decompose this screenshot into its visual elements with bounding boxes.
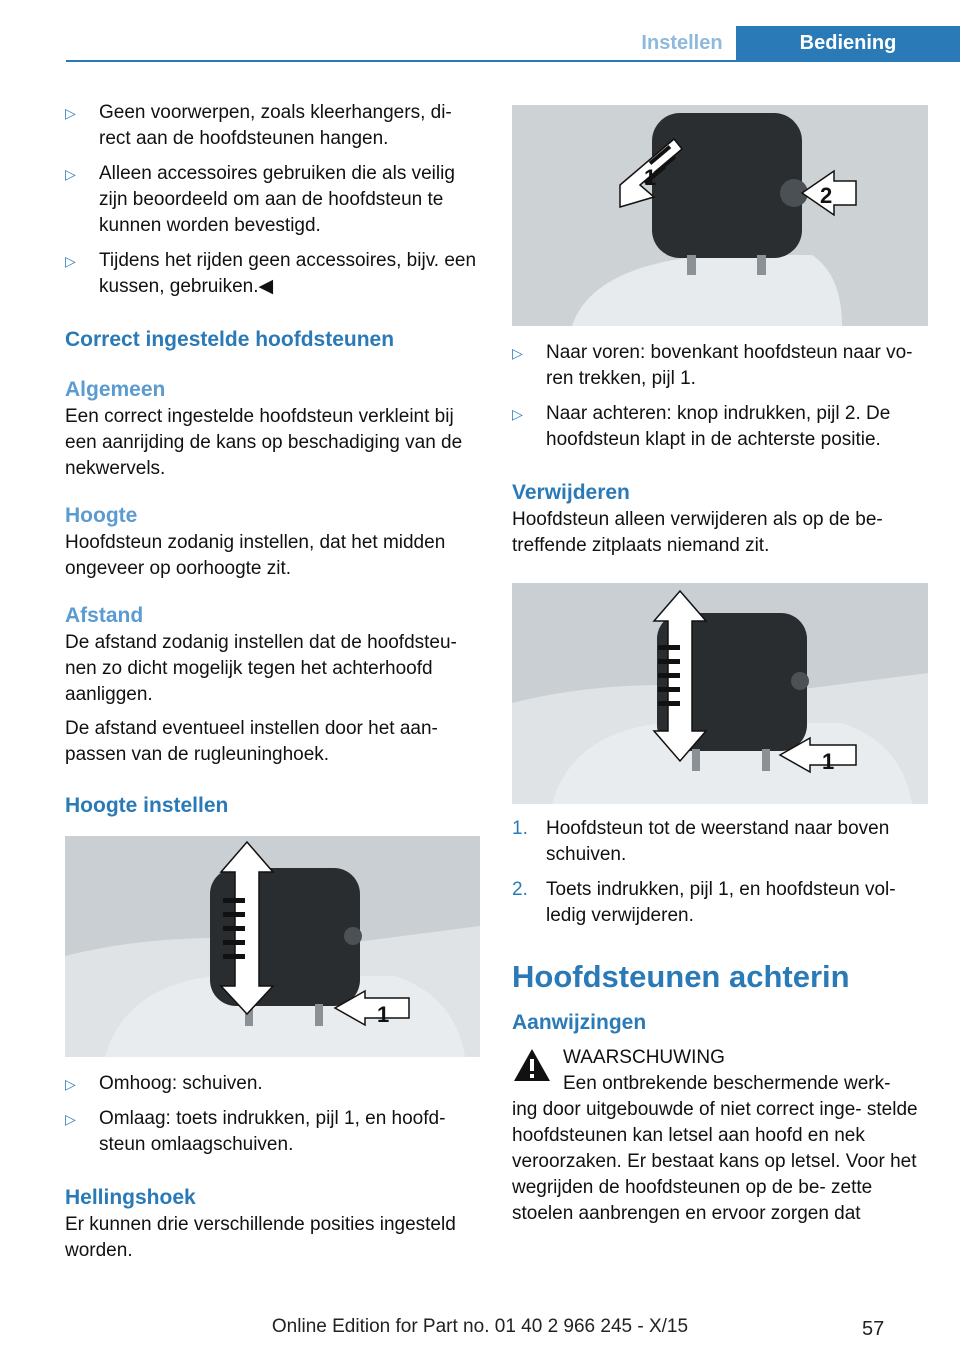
headrest-height-illustration [65,836,480,1057]
warning-text: ing door uitgebouwde of niet correct inge‐ stelde hoofdsteunen kan letsel aan hoofd en nek veroorzaken. Er bestaat kans op letsel. Voor het wegrijden de hoofdsteunen op de be‐ zette stoelen aanbrengen en ervoor zorgen dat [512,1099,918,1224]
paragraph-verwijderen: Hoofdsteun alleen verwijderen als op de be‐ treffende zitplaats niemand zit. [512,509,883,556]
list-item: 2. Toets indrukken, pijl 1, en hoofdsteun vol‐ ledig verwijderen. [512,879,896,926]
warning-box [512,1045,928,1227]
triangle-bullet-icon: ▷ [65,1111,76,1127]
triangle-bullet-icon: ▷ [512,345,523,361]
left-column [65,100,480,1264]
headrest-remove-illustration [512,583,928,804]
headrest-tilt-illustration [512,105,928,326]
header-rule [66,60,960,62]
triangle-bullet-icon: ▷ [65,105,76,121]
page-header [66,26,960,62]
triangle-bullet-icon: ▷ [512,406,523,422]
list-item: ▷ Alleen accessoires gebruiken die als veilig zijn beoordeeld om aan de hoofdsteun te kunnen worden bevestigd. [65,163,455,236]
list-item: ▷ Geen voorwerpen, zoals kleerhangers, di‐ rect aan de hoofdsteunen hangen. [65,102,452,149]
paragraph-afstand-2: De afstand eventueel instellen door het aan‐ passen van de rugleuninghoek. [65,718,438,765]
page-number: 57 [862,1318,885,1340]
heading-hoogte: Hoogte [65,504,138,527]
list-item: ▷ Omlaag: toets indrukken, pijl 1, en hoofd‐ steun omlaagschuiven. [65,1108,446,1155]
list-item: ▷ Tijdens het rijden geen accessoires, bijv. een kussen, gebruiken.◀ [65,250,477,297]
list-item: ▷ Naar voren: bovenkant hoofdsteun naar vo‐ ren trekken, pijl 1. [512,342,913,389]
heading-algemeen: Algemeen [65,378,166,401]
warning-title: WAARSCHUWING [563,1047,725,1068]
heading-hellingshoek: Hellingshoek [65,1186,196,1209]
figure-label: 1 [377,1002,390,1027]
header-tab-instellen[interactable]: Instellen [641,32,723,54]
heading-achterin: Hoofdsteunen achterin [512,959,850,994]
triangle-bullet-icon: ▷ [65,253,76,269]
figure-label: 1 [644,165,657,190]
figure-tilt-adjust [512,105,928,326]
list-item: 1. Hoofdsteun tot de weerstand naar boven schuiven. [512,818,890,865]
paragraph-algemeen: Een correct ingestelde hoofdsteun verkleint bij een aanrijding de kans op beschadiging van de nekwervels. [65,406,463,479]
list-item: ▷ Naar achteren: knop indrukken, pijl 2. De hoofdsteun klapt in de achterste positie. [512,403,891,450]
footer-edition: Online Edition for Part no. 01 40 2 966 245 - X/15 [271,1316,689,1337]
triangle-bullet-icon: ▷ [65,1076,76,1092]
heading-verwijderen: Verwijderen [512,481,630,504]
figure-label: 2 [820,183,833,208]
paragraph-hoogte: Hoofdsteun zodanig instellen, dat het midden ongeveer op oorhoogte zit. [65,532,446,579]
heading-afstand: Afstand [65,604,144,627]
heading-hoogte-instellen: Hoogte instellen [65,794,229,817]
paragraph-hellingshoek: Er kunnen drie verschillende posities ingesteld worden. [65,1214,456,1261]
figure-remove [512,583,928,804]
header-tab-bediening[interactable]: Bediening [736,26,960,62]
heading-correct: Correct ingestelde hoofdsteunen [65,328,395,351]
figure-label: 1 [822,749,835,774]
paragraph-afstand-1: De afstand zodanig instellen dat de hoofdsteu‐ nen zo dicht mogelijk tegen het achterhoofd aanliggen. [65,632,457,705]
figure-height-adjust [65,836,480,1057]
triangle-bullet-icon: ▷ [65,166,76,182]
heading-aanwijzingen: Aanwijzingen [512,1011,647,1034]
step-number: 1. [512,818,528,839]
step-number: 2. [512,879,528,900]
warning-triangle-icon [512,1047,552,1083]
warning-text-first: Een ontbrekende beschermende werk‐ [563,1073,891,1094]
list-item: ▷ Omhoog: schuiven. [65,1071,480,1097]
right-column [512,105,928,1227]
